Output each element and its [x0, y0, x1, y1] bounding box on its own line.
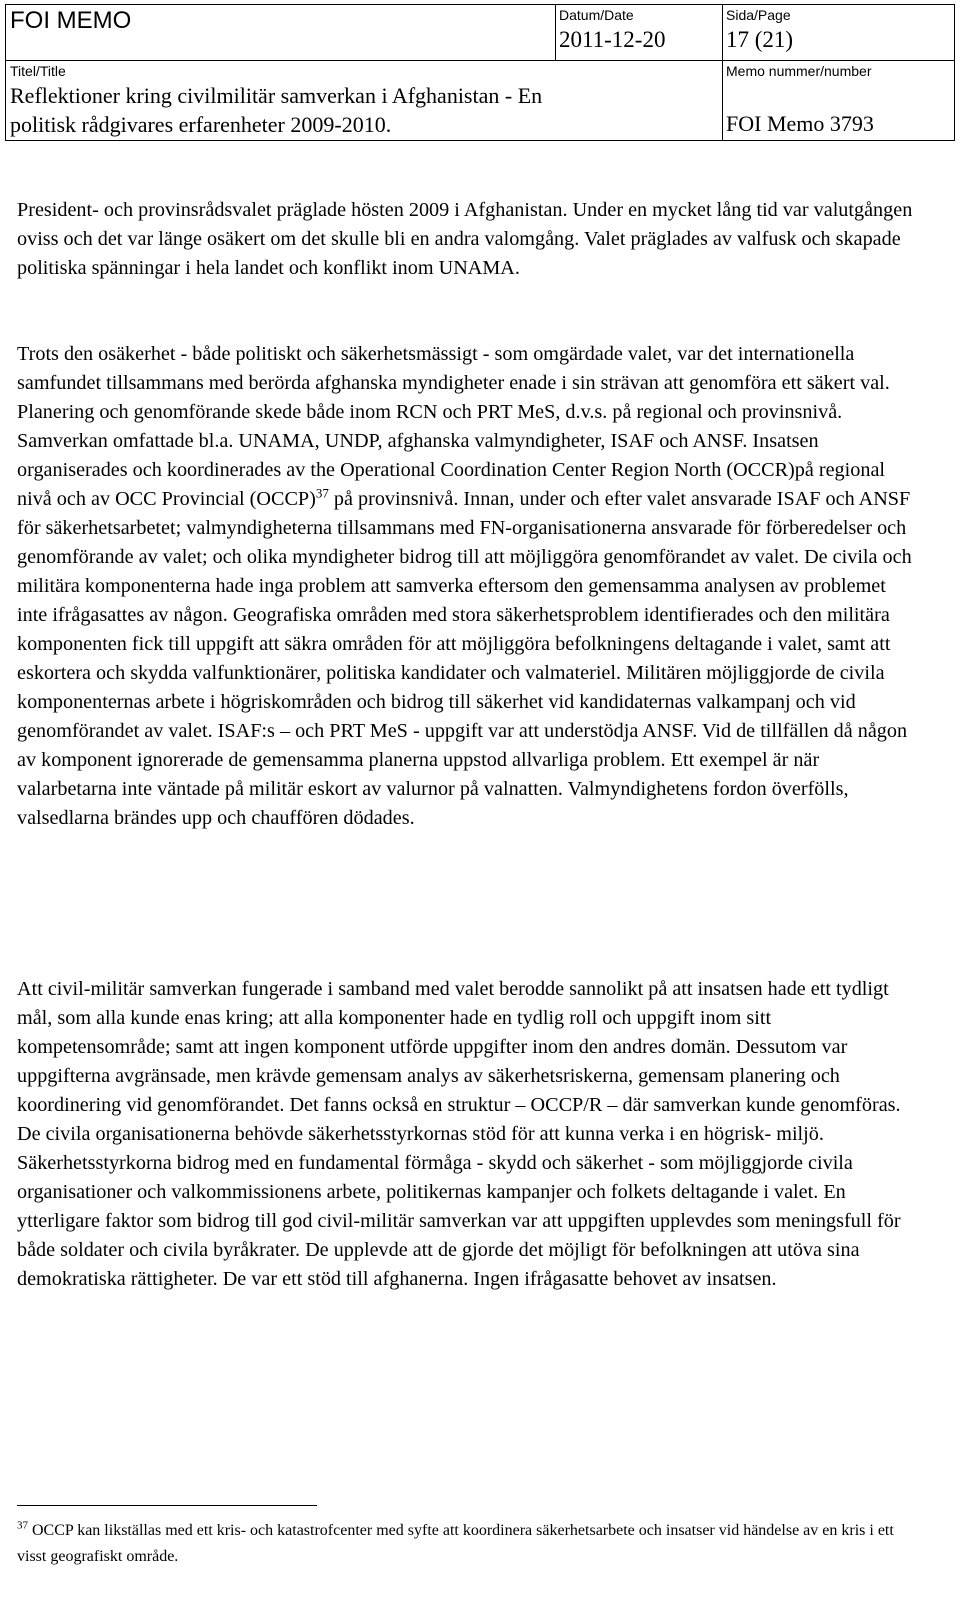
memo-number-label: Memo nummer/number — [726, 63, 872, 79]
header-divider — [555, 5, 556, 60]
body-paragraph: Att civil-militär samverkan fungerade i samband med valet berodde sannolikt på att insatsen hade ett tydligt mål, som alla kunde enas kring; att alla komponenter hade en tydlig roll och uppgift inom sitt kompetensområde; samt att ingen komponent utförde uppgifter inom den andres domän. Dessutom var uppgifterna avgränsade, men krävde gemensam analys av säkerhetsriskerna, gemensam planering och koordinering vid genomförandet. Det fanns också en struktur – OCCP/R – där samverkan kunde genomföras. De civila organisationerna behövde säkerhetsstyrkornas stöd för att kunna verka i en högrisk- miljö. Säkerhetsstyrkorna bidrog med en fundamental förmåga - skydd och säkerhet - som möjliggjorde civila organisationer och valkommissionens arbete, politikernas kampanjer och folkets deltagande i valet. En ytterligare faktor som bidrog till god civil-militär samverkan var att uppgiften upplevdes som meningsfull för både soldater och civila byråkrater. De upplevde att de gjorde det möjligt för befolkningen att utöva sina demokratiska rättigheter. De var ett stöd till afghanerna. Ingen ifrågasatte behovet av insatsen. — [17, 978, 901, 1290]
document-title — [10, 81, 630, 139]
footnote-text: OCCP kan likställas med ett kris- och katastrofcenter med syfte att koordinera säkerhetsarbete och insatser vid händelse av en kris i ett visst geografiskt område. — [17, 1522, 894, 1565]
title-label: Titel/Title — [10, 63, 66, 79]
body-paragraph: President- och provinsrådsvalet präglade hösten 2009 i Afghanistan. Under en mycket lång tid var valutgången oviss och det var länge osäkert om det skulle bli en andra valomgång. Valet präglades av valfusk och skapade politiska spänningar i hela landet och konflikt inom UNAMA. — [17, 199, 913, 279]
body-paragraph — [17, 340, 917, 833]
date-label: Datum/Date — [559, 7, 634, 23]
paragraph-text: Trots den osäkerhet - både politiskt och säkerhetsmässigt - som omgärdade valet, var det internationella samfundet tillsammans med berörda afghanska myndigheter enade i sin strävan att genomföra ett säkert val. Planering och genomförande skede både inom RCN och PRT MeS, d.v.s. på regional och provinsnivå. Samverkan omfattade bl.a. UNAMA, UNDP, afghanska valmyndigheter, ISAF och ANSF. Insatsen organiserades och koordinerades av the Operational Coordination Center Region North (OCCR)på regional nivå och av OCC Provincial (OCCP) — [17, 343, 890, 510]
memo-logo: FOI MEMO — [10, 7, 132, 34]
memo-number-value: FOI Memo 3793 — [726, 111, 874, 136]
page-label: Sida/Page — [726, 7, 791, 23]
header-divider — [722, 5, 723, 140]
date-value: 2011-12-20 — [559, 27, 666, 52]
footnote — [17, 1518, 917, 1570]
page-value: 17 (21) — [726, 27, 794, 52]
paragraph-text: på provinsnivå. Innan, under och efter valet ansvarade ISAF och ANSF för säkerhetsarbetet; valmyndigheterna tillsammans med FN-organisationerna ansvarade för förberedelser och genomförande av valet; och olika myndigheter bidrog till att möjliggöra genomförandet av valet. De civila och militära komponenterna hade inga problem att samverka eftersom den gemensamma analysen av problemet inte ifrågasattes av någon. Geografiska områden med stora säkerhetsproblem identifierades och den militära komponenten fick till uppgift att säkra områden för att möjliggöra befolkningens deltagande i valet, samt att eskortera och skydda valfunktionärer, politiska kandidater och valmateriel. Militären möjliggjorde de civila komponenternas arbete i högriskområden och bidrog till säkerhet vid kandidaternas valkampanj och vid genomförandet av valet. ISAF:s – och PRT MeS - uppgift var att understödja ANSF. Vid de tillfällen då någon av komponent ignorerade de gemensamma planerna uppstod allvarliga problem. Ett exempel är när valarbetarna inte väntade på militär eskort av valurnor på valnatten. Valmyndighetens fordon överfölls, valsedlarna brändes upp och chauffören dödades. — [17, 488, 912, 829]
footnote-reference[interactable]: 37 — [315, 485, 329, 501]
footnote-number: 37 — [17, 1519, 28, 1532]
document-title-line: Reflektioner kring civilmilitär samverkan i Afghanistan - En — [10, 83, 543, 108]
footnote-separator — [17, 1505, 317, 1506]
document-title-line: politisk rådgivares erfarenheter 2009-2010. — [10, 112, 392, 137]
memo-header — [5, 4, 955, 141]
header-divider — [6, 60, 954, 61]
